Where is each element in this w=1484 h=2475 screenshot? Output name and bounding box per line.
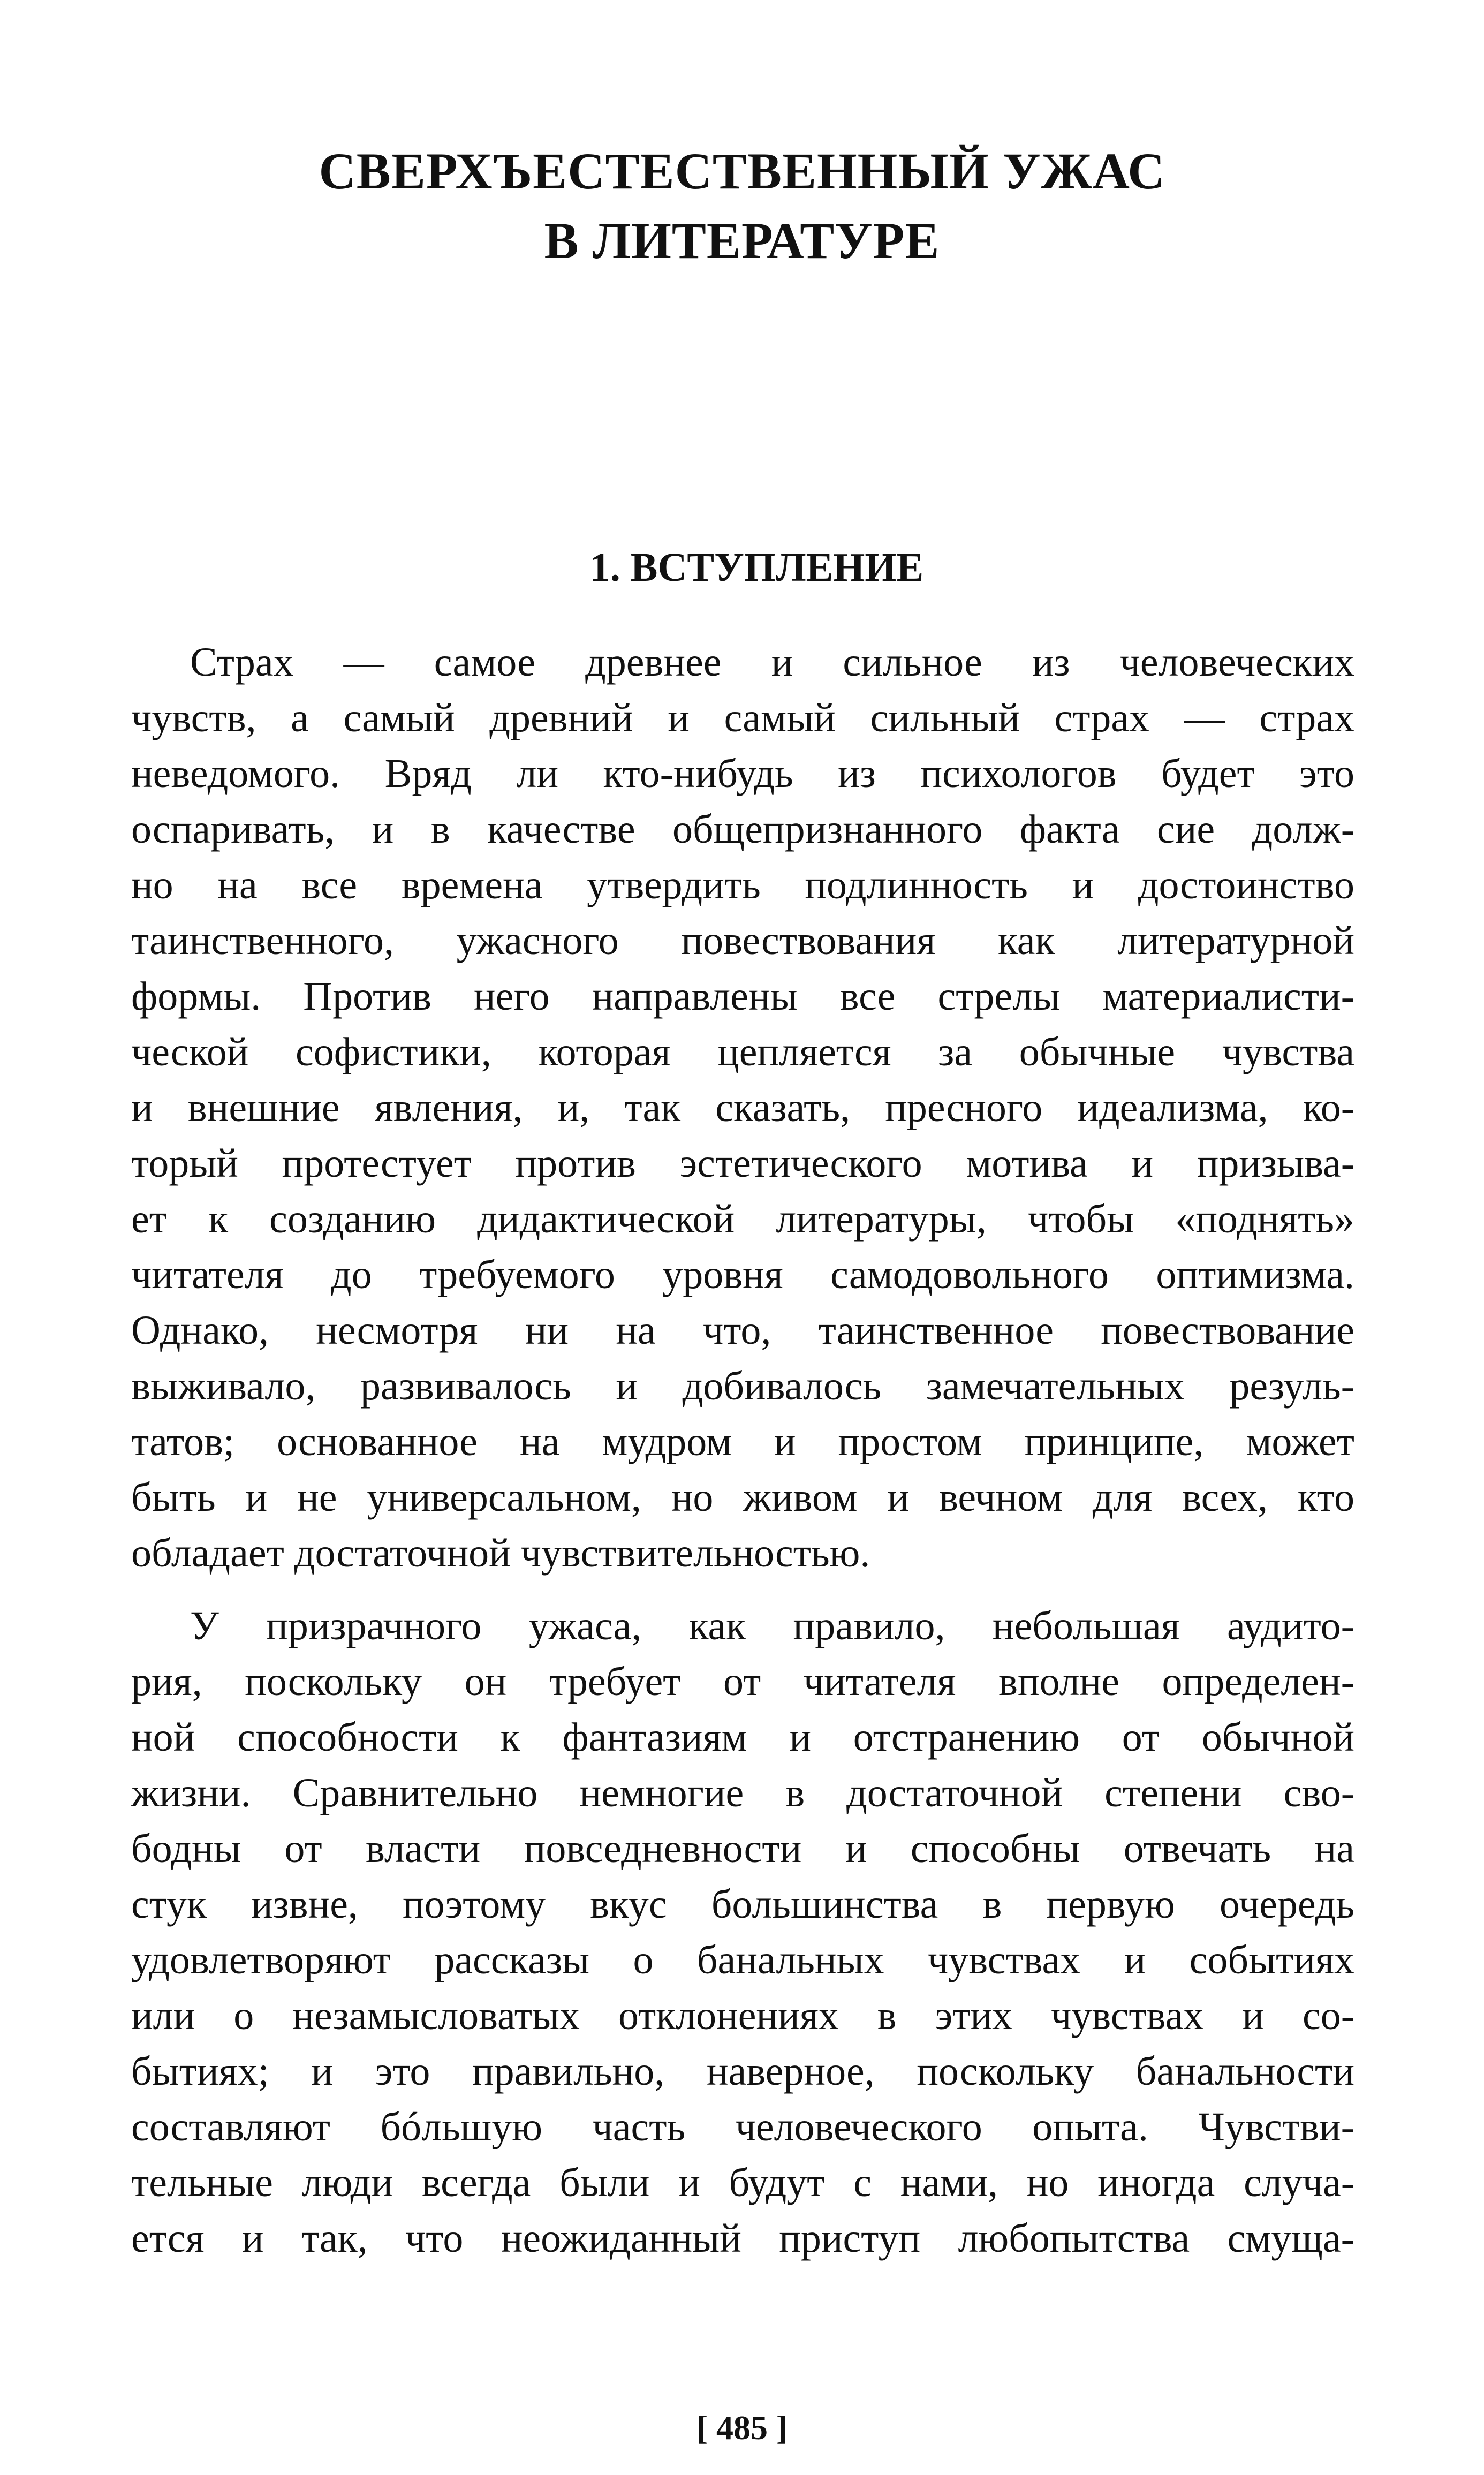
paragraph-line: ной способности к фантазиям и отстранению от обычной: [131, 1715, 1354, 1760]
paragraph-line: ется и так, что неожиданный приступ любопытства смуща-: [131, 2216, 1354, 2261]
paragraph-line: рия, поскольку он требует от читателя вполне определен-: [131, 1659, 1354, 1704]
paragraph-line: ческой софистики, которая цепляется за обычные чувства: [131, 1030, 1354, 1074]
paragraph-line: и внешние явления, и, так сказать, пресного идеализма, ко-: [131, 1085, 1354, 1130]
paragraph-line: бытиях; и это правильно, наверное, поскольку банальности: [131, 2049, 1354, 2094]
paragraph-line: таинственного, ужасного повествования как литературной: [131, 918, 1354, 963]
paragraph-line: ет к созданию дидактической литературы, чтобы «поднять»: [131, 1197, 1354, 1242]
paragraph-1: [131, 634, 1354, 1581]
paragraph-line: обладает достаточной чувствительностью.: [131, 1531, 870, 1576]
paragraph-line: удовлетворяют рассказы о банальных чувствах и событиях: [131, 1937, 1354, 1982]
page-number: [ 485 ]: [696, 2409, 788, 2447]
paragraph-2: [131, 1598, 1354, 2266]
paragraph-line: бодны от власти повседневности и способны отвечать на: [131, 1826, 1354, 1871]
paragraph-line: неведомого. Вряд ли кто-нибудь из психологов будет это: [131, 751, 1354, 796]
paragraph-line: татов; основанное на мудром и простом принципе, может: [131, 1419, 1354, 1464]
paragraph-line: оспаривать, и в качестве общепризнанного факта сие долж-: [131, 807, 1354, 852]
chapter-title-line-2: В ЛИТЕРАТУРЕ: [544, 212, 940, 269]
paragraph-line: чувств, а самый древний и самый сильный страх — страх: [131, 695, 1354, 740]
paragraph-line: но на все времена утвердить подлинность и достоинство: [131, 862, 1354, 907]
paragraph-line: составляют бóльшую часть человеческого опыта. Чувстви-: [131, 2105, 1354, 2149]
paragraph-line: стук извне, поэтому вкус большинства в первую очередь: [131, 1882, 1354, 1927]
paragraph-line: читателя до требуемого уровня самодовольного оптимизма.: [131, 1252, 1354, 1297]
paragraph-line: тельные люди всегда были и будут с нами, но иногда случа-: [131, 2160, 1354, 2205]
paragraph-line: выживало, развивалось и добивалось замечательных резуль-: [131, 1364, 1354, 1409]
chapter-title-line-1: СВЕРХЪЕСТЕСТВЕННЫЙ УЖАС: [319, 142, 1165, 200]
paragraph-line: жизни. Сравнительно немногие в достаточной степени сво-: [131, 1770, 1354, 1815]
paragraph-line: быть и не универсальном, но живом и вечном для всех, кто: [131, 1475, 1354, 1520]
paragraph-line: или о незамысловатых отклонениях в этих чувствах и со-: [131, 1993, 1354, 2038]
paragraph-line: торый протестует против эстетического мотива и призыва-: [131, 1141, 1354, 1186]
paragraph-line: Страх — самое древнее и сильное из человеческих: [190, 640, 1354, 685]
paragraph-line: Однако, несмотря ни на что, таинственное повествование: [131, 1308, 1354, 1353]
paragraph-line: У призрачного ужаса, как правило, небольшая аудито-: [190, 1603, 1354, 1648]
section-heading: 1. ВСТУПЛЕНИЕ: [589, 545, 924, 590]
paragraph-line: формы. Против него направлены все стрелы материалисти-: [131, 974, 1354, 1019]
